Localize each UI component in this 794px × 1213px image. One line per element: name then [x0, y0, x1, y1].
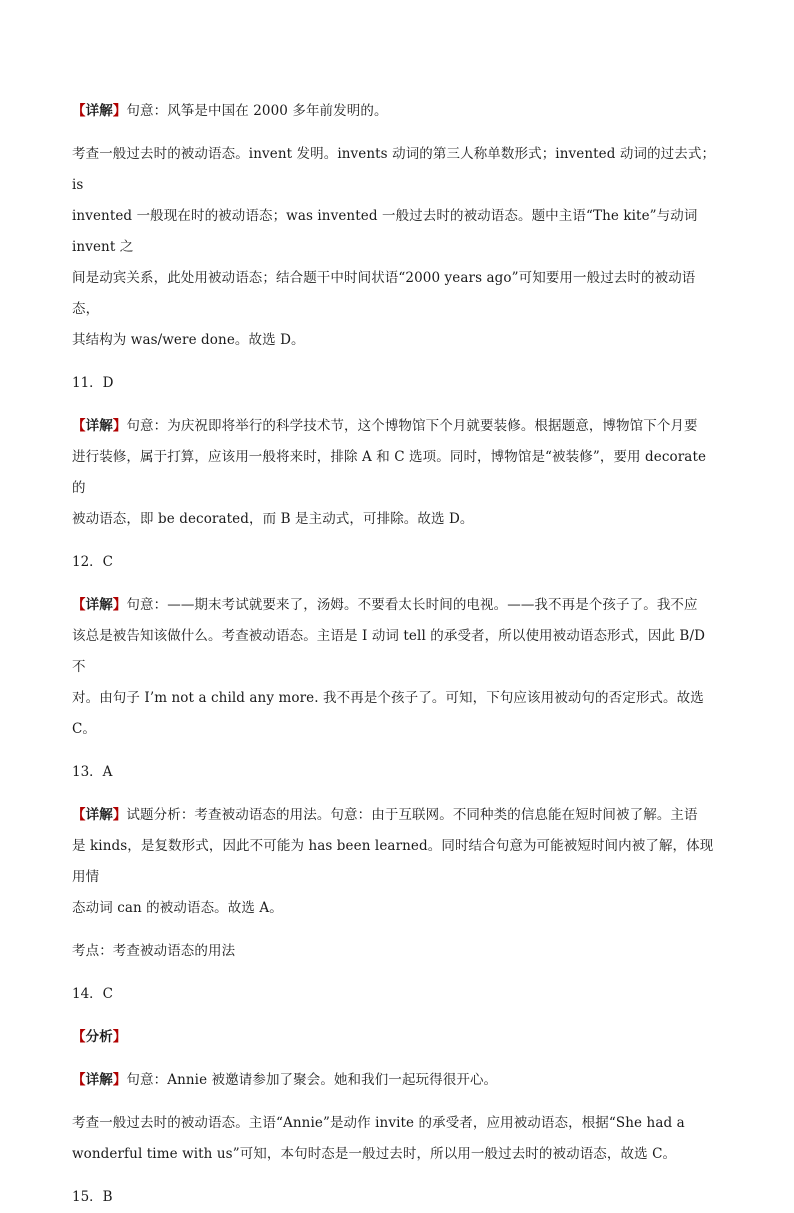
section-tag-label: 详解 — [85, 597, 113, 613]
tagged-paragraph — [72, 590, 722, 745]
paragraph — [72, 1108, 722, 1170]
text-line: 对。由句子 I’m not a child any more. 我不再是个孩子了。可知，下句应该用被动句的否定形式。故选 C。 — [72, 690, 704, 737]
paragraph-gap — [72, 578, 722, 590]
section-tag-label: 详解 — [85, 807, 113, 823]
paragraph-gap — [72, 356, 722, 368]
answer-number: 14．C — [72, 986, 114, 1002]
text-line: 其结构为 was/were done。故选 D。 — [72, 332, 305, 348]
text-line: 考查一般过去时的被动语态。主语“Annie”是动作 invite 的承受者，应用被动语态，根据“She had a — [72, 1115, 685, 1131]
document-page — [72, 96, 722, 1213]
text-line: 间是动宾关系，此处用被动语态；结合题干中时间状语“2000 years ago”可知要用一般过去时的被动语态， — [72, 270, 696, 317]
bracket-right: 】 — [112, 418, 127, 434]
text-line: 考点：考查被动语态的用法 — [72, 943, 236, 959]
tagged-paragraph — [72, 1022, 722, 1053]
paragraph-gap — [72, 967, 722, 979]
section-tag — [72, 418, 126, 434]
paragraph-gap — [72, 127, 722, 139]
text-line: 进行装修，属于打算，应该用一般将来时，排除 A 和 C 选项。同时，博物馆是“被装修”，要用 decorate 的 — [72, 449, 707, 496]
text-line: 是 kinds，是复数形式，因此不可能为 has been learned。同时结合句意为可能被短时间内被了解，体现用情 — [72, 838, 714, 885]
text-line: 态动词 can 的被动语态。故选 A。 — [72, 900, 283, 916]
bracket-right: 】 — [112, 1072, 127, 1088]
bracket-left: 【 — [72, 807, 86, 823]
bracket-left: 【 — [72, 1029, 86, 1045]
paragraph-gap — [72, 399, 722, 411]
text-line: 句意：——期末考试就要来了，汤姆。不要看太长时间的电视。——我不再是个孩子了。我不应 — [126, 597, 698, 613]
bracket-right: 】 — [112, 807, 127, 823]
answer-number: 11．D — [72, 375, 114, 391]
bracket-right: 】 — [112, 1029, 127, 1045]
section-tag-label: 分析 — [85, 1029, 113, 1045]
paragraph-gap — [72, 1170, 722, 1182]
bracket-left: 【 — [72, 1072, 86, 1088]
answer-number: 15．B — [72, 1189, 113, 1205]
text-line: 该总是被告知该做什么。考查被动语态。主语是 I 动词 tell 的承受者，所以使用被动语态形式，因此 B/D 不 — [72, 628, 706, 675]
text-line: wonderful time with us”可知，本句时态是一般过去时，所以用一般过去时的被动语态，故选 C。 — [72, 1146, 677, 1162]
bracket-left: 【 — [72, 418, 86, 434]
text-line: 试题分析：考查被动语态的用法。句意：由于互联网。不同种类的信息能在短时间被了解。主语 — [126, 807, 698, 823]
text-line: 句意：风筝是中国在 2000 多年前发明的。 — [126, 103, 388, 119]
section-tag-label: 详解 — [85, 418, 113, 434]
paragraph-gap — [72, 1010, 722, 1022]
paragraph-gap — [72, 1096, 722, 1108]
bracket-right: 】 — [112, 103, 127, 119]
text-line: invented 一般现在时的被动语态；was invented 一般过去时的被动语态。题中主语“The kite”与动词 invent 之 — [72, 208, 698, 255]
bracket-left: 【 — [72, 597, 86, 613]
answer-number: 12．C — [72, 554, 114, 570]
text-line: 考查一般过去时的被动语态。invent 发明。invents 动词的第三人称单数形式；invented 动词的过去式；is — [72, 146, 716, 193]
paragraph — [72, 936, 722, 967]
paragraph-gap — [72, 788, 722, 800]
section-tag — [72, 597, 126, 613]
bracket-left: 【 — [72, 103, 86, 119]
answer-number: 13．A — [72, 764, 113, 780]
tagged-paragraph — [72, 96, 722, 127]
text-line: 句意：为庆祝即将举行的科学技术节，这个博物馆下个月就要装修。根据题意，博物馆下个月要 — [126, 418, 698, 434]
section-tag — [72, 1029, 126, 1045]
section-tag — [72, 807, 126, 823]
paragraph — [72, 139, 722, 356]
paragraph-gap — [72, 745, 722, 757]
text-line: 句意：Annie 被邀请参加了聚会。她和我们一起玩得很开心。 — [126, 1072, 498, 1088]
section-tag-label: 详解 — [85, 103, 113, 119]
text-line: 被动语态，即 be decorated，而 B 是主动式，可排除。故选 D。 — [72, 511, 474, 527]
section-tag-label: 详解 — [85, 1072, 113, 1088]
paragraph-gap — [72, 535, 722, 547]
tagged-paragraph — [72, 411, 722, 535]
bracket-right: 】 — [112, 597, 127, 613]
paragraph-gap — [72, 924, 722, 936]
tagged-paragraph — [72, 1065, 722, 1096]
section-tag — [72, 103, 126, 119]
tagged-paragraph — [72, 800, 722, 924]
paragraph-gap — [72, 1053, 722, 1065]
section-tag — [72, 1072, 126, 1088]
